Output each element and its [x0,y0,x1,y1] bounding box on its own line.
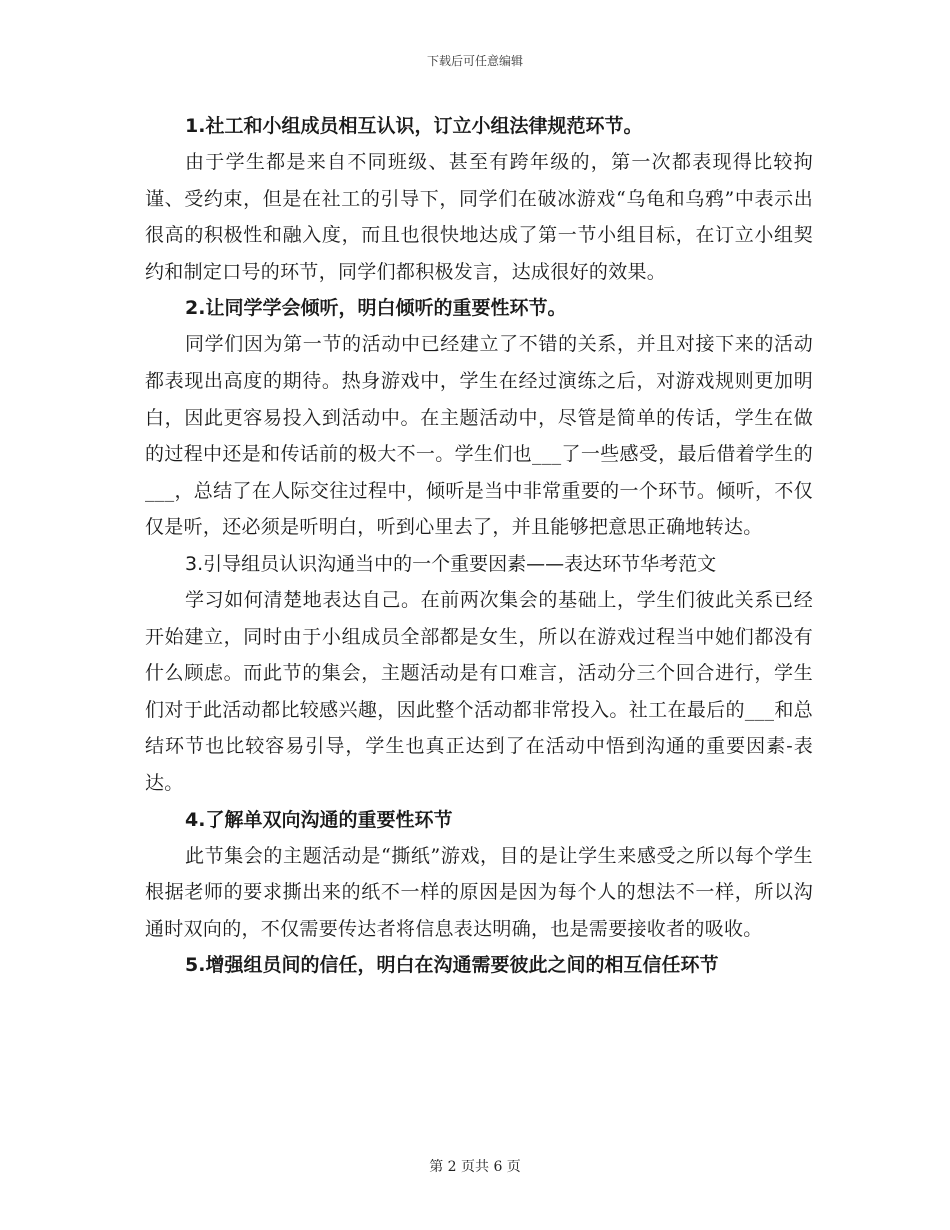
section-heading-2: 2.让同学学会倾听，明白倾听的重要性环节。 [185,297,567,320]
section-heading-1: 1.社工和小组成员相互认识，订立小组法律规范环节。 [185,115,643,137]
section-body-4: 此节集会的主题活动是“撕纸”游戏，目的是让学生来感受之所以每个学生根据老师的要求撕出来的纸不一样的原因是因为每个人的想法不一样，所以沟通时双向的，不仅需要传达者将信息表达明确，也是需要接收者的吸收。 [145,844,813,940]
section-body-2: 同学们因为第一节的活动中已经建立了不错的关系，并且对接下来的活动都表现出高度的期待。热身游戏中，学生在经过演练之后，对游戏规则更加明白，因此更容易投入到活动中。在主题活动中，尽管是简单的传话，学生在做的过程中还是和传话前的极大不一。学生们也___了一些感受，最后借着学生的___，总结了在人际交往过程中，倾听是当中非常重要的一个环节。倾听，不仅仅是听，还必须是听明白，听到心里去了，并且能够把意思正确地转达。 [145,333,813,539]
section-heading-3: 3.引导组员认识沟通当中的一个重要因素——表达环节华考范文 [185,552,717,575]
section-body-1: 由于学生都是来自不同班级、甚至有跨年级的，第一次都表现得比较拘谨、受约束，但是在社工的引导下，同学们在破冰游戏“乌龟和乌鸦”中表示出很高的积极性和融入度，而且也很快地达成了第一节小组目标，在订立小组契约和制定口号的环节，同学们都积极发言，达成很好的效果。 [145,151,813,283]
page-number: 第 2 页共 6 页 [429,1159,521,1175]
section-body-3: 学习如何清楚地表达自己。在前两次集会的基础上，学生们彼此关系已经开始建立，同时由于小组成员全部都是女生，所以在游戏过程当中她们都没有什么顾虑。而此节的集会，主题活动是有口难言，活动分三个回合进行，学生们对于此活动都比较感兴趣，因此整个活动都非常投入。社工在最后的___和总结环节也比较容易引导，学生也真正达到了在活动中悟到沟通的重要因素-表达。 [145,588,813,794]
section-heading-4: 4.了解单双向沟通的重要性环节 [185,808,453,831]
section-heading-5: 5.增强组员间的信任，明白在沟通需要彼此之间的相互信任环节 [185,954,719,977]
page-header: 下载后可任意编辑 [426,54,523,68]
document-body [145,108,813,983]
